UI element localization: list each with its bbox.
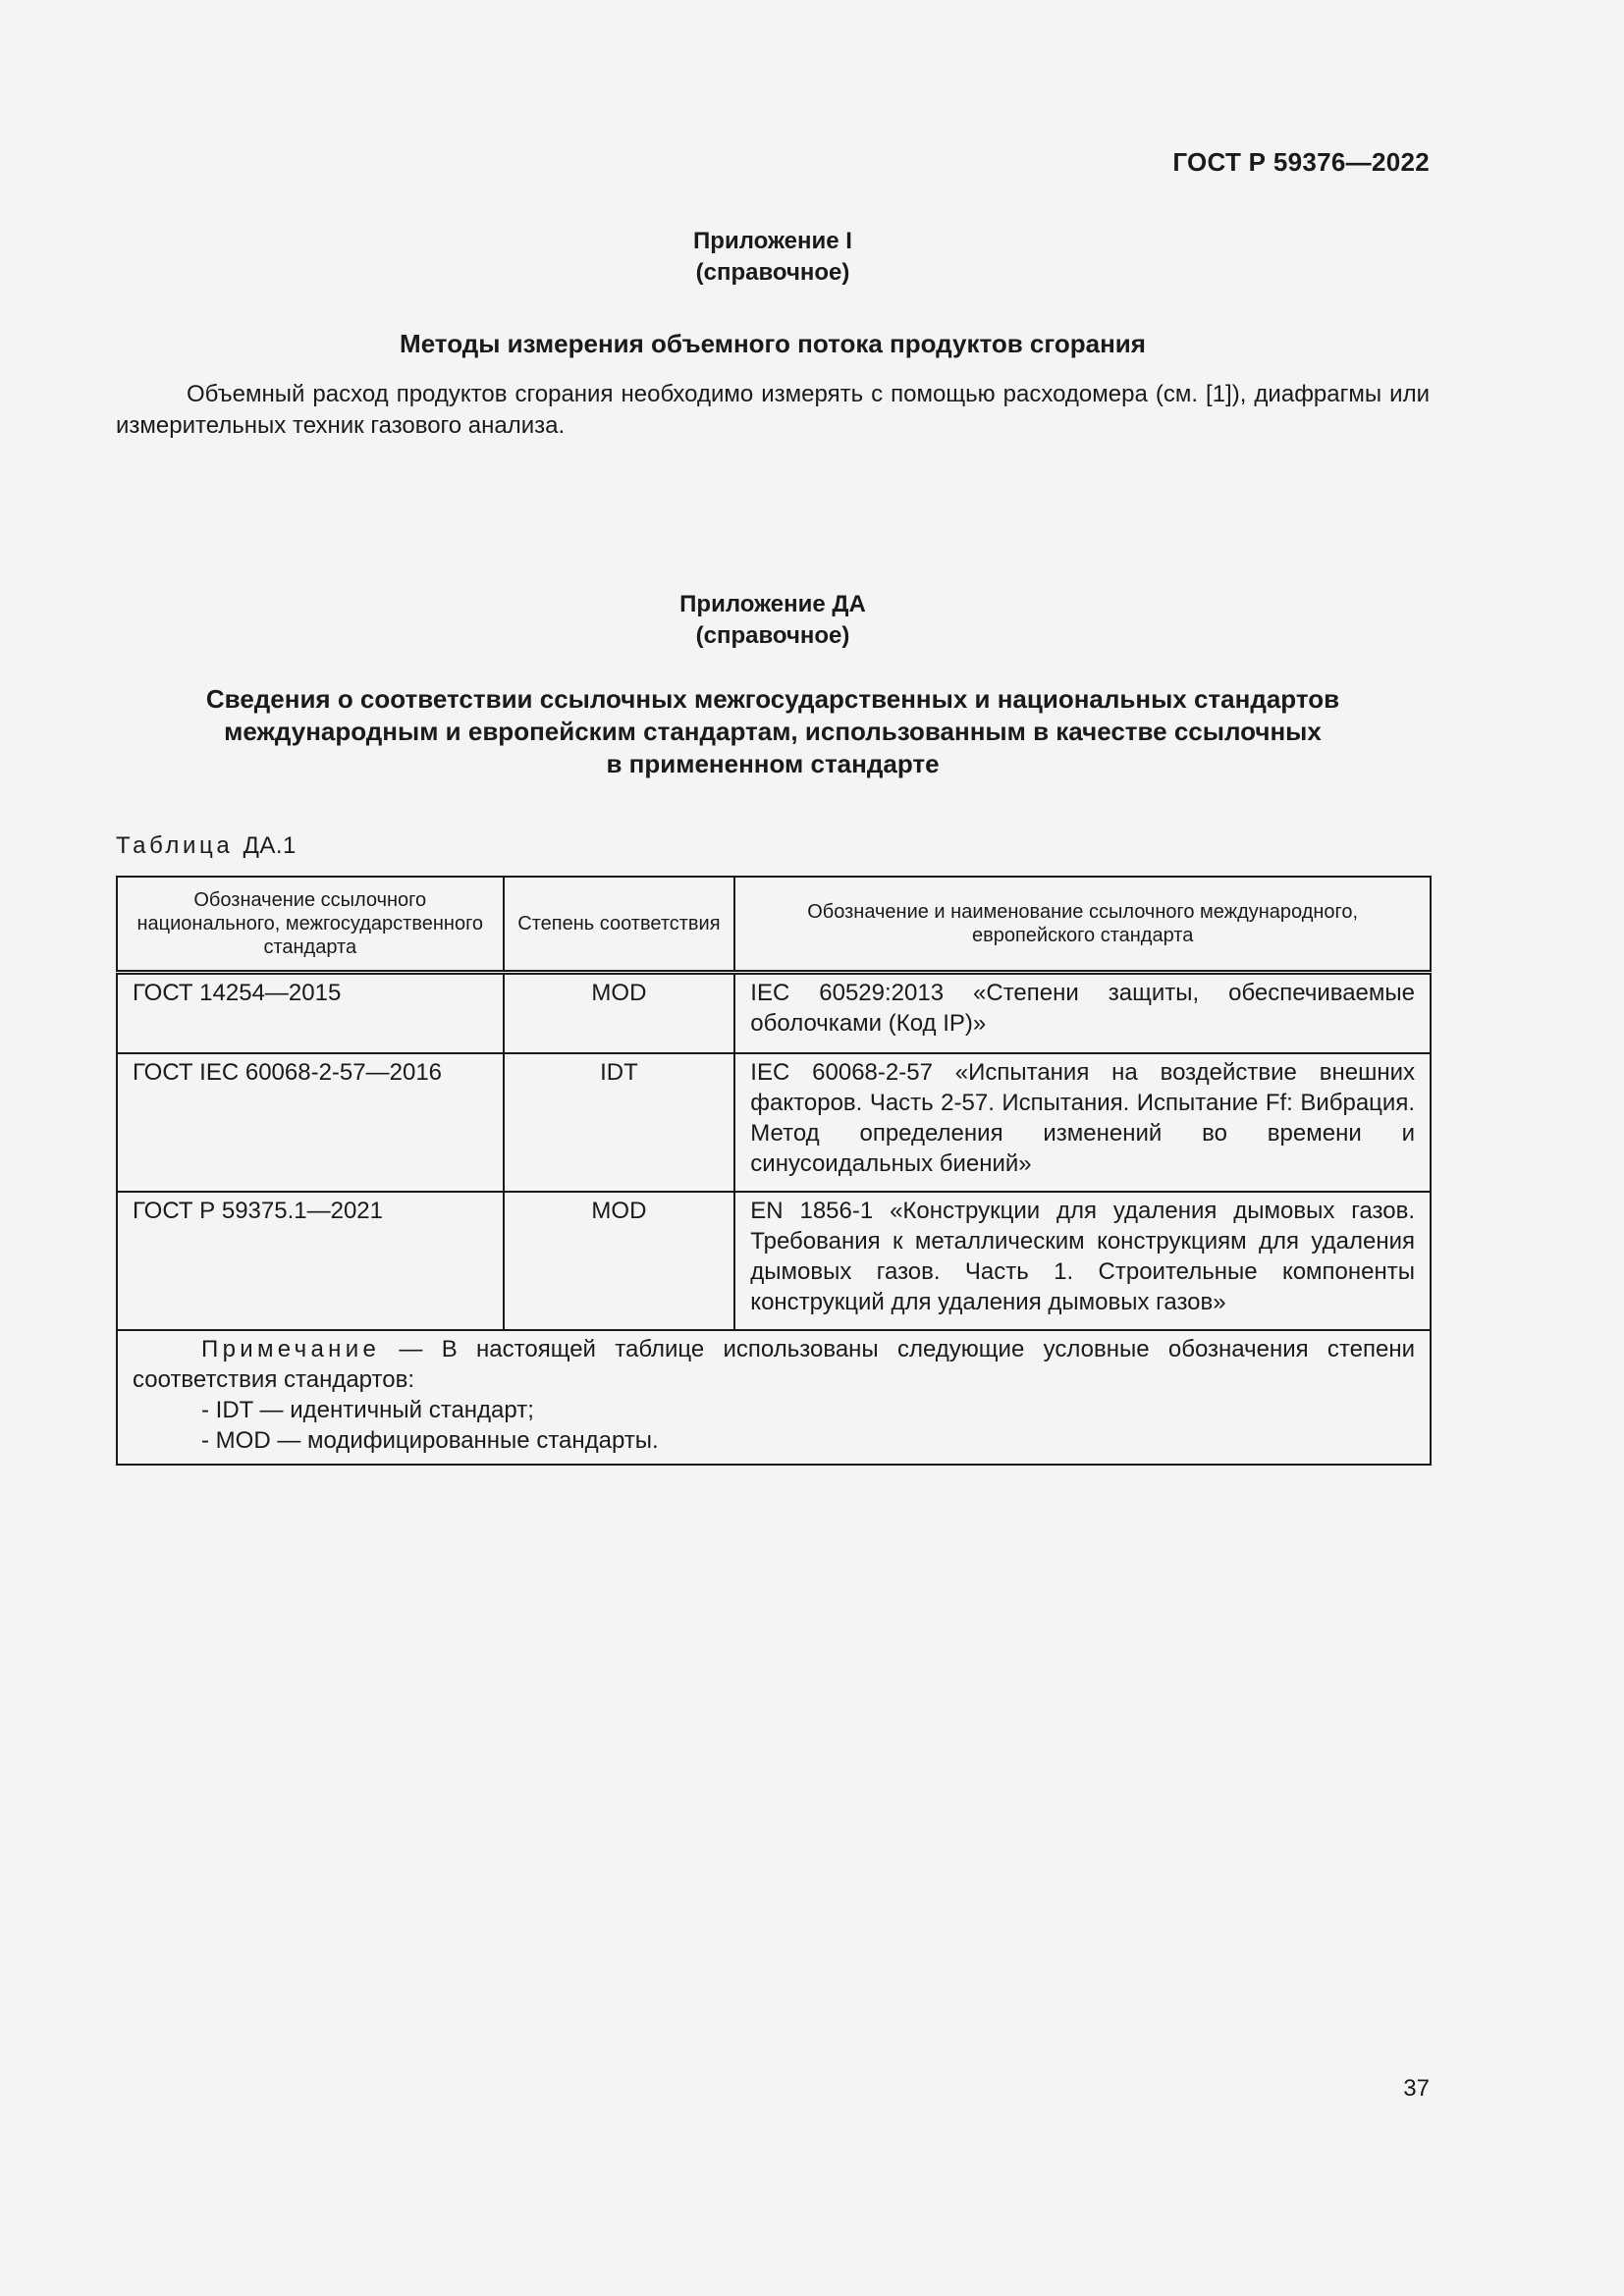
table-row — [117, 1053, 1431, 1192]
annex-da — [116, 589, 1430, 780]
annex-i-paragraph: Объемный расход продуктов сгорания необходимо измерять с помощью расходомера (см. [1]), диафрагмы или измерительных техник газового анализа. — [116, 381, 1430, 439]
annex-i — [116, 226, 1430, 360]
annex-da-heading-line: Сведения о соответствии ссылочных межгосударственных и национальных стандартов — [205, 684, 1340, 714]
table-row — [117, 973, 1431, 1054]
annex-i-heading: Методы измерения объемного потока продуктов сгорания — [400, 329, 1146, 358]
table-note-row — [117, 1330, 1431, 1465]
note-text — [133, 1334, 1415, 1395]
note-dash: — — [380, 1336, 442, 1362]
note-body: В настоящей таблице использованы следующие условные обозначения степени соответствия стандартов: — [133, 1336, 1415, 1393]
cell-international-standard: IEC 60529:2013 «Степени защиты, обеспечиваемые оболочками (Код IP)» — [734, 973, 1431, 1054]
cell-national-standard: ГОСТ IEC 60068-2-57—2016 — [117, 1053, 504, 1192]
table-note — [117, 1330, 1431, 1465]
header-national-standard: Обозначение ссылочного национального, межгосударственного стандарта — [117, 877, 504, 973]
table-caption — [116, 832, 297, 860]
table-row — [117, 1192, 1431, 1330]
cell-international-standard: EN 1856-1 «Конструкции для удаления дымовых газов. Требования к металлическим конструкциям для удаления дымовых газов. Часть 1. Строительные компоненты конструкций для удаления дымовых газов» — [734, 1192, 1431, 1330]
page-number: 37 — [1403, 2075, 1430, 2102]
document-code: ГОСТ Р 59376—2022 — [1172, 147, 1430, 177]
annex-i-kind: (справочное) — [695, 259, 850, 286]
note-item: - IDT — идентичный стандарт; — [201, 1397, 534, 1423]
annex-da-kind: (справочное) — [695, 622, 850, 649]
cell-national-standard: ГОСТ 14254—2015 — [117, 973, 504, 1054]
note-item: - MOD — модифицированные стандарты. — [201, 1427, 659, 1454]
header-degree: Степень соответствия — [504, 877, 735, 973]
standards-table — [116, 876, 1432, 1466]
annex-da-heading — [116, 683, 1430, 780]
annex-da-heading-line: в примененном стандарте — [606, 749, 940, 778]
cell-degree: MOD — [504, 973, 735, 1054]
annex-i-label: Приложение I — [693, 228, 852, 254]
header-international-standard: Обозначение и наименование ссылочного международного, европейского стандарта — [734, 877, 1431, 973]
table-header-row — [117, 877, 1431, 973]
note-label: Примечание — [201, 1336, 381, 1362]
cell-degree: IDT — [504, 1053, 735, 1192]
cell-degree: MOD — [504, 1192, 735, 1330]
annex-da-label: Приложение ДА — [679, 591, 866, 617]
cell-international-standard: IEC 60068-2-57 «Испытания на воздействие внешних факторов. Часть 2-57. Испытания. Испытание Ff: Вибрация. Метод определения изменений во времени и синусоидальных биений» — [734, 1053, 1431, 1192]
annex-da-heading-line: международным и европейским стандартам, использованным в качестве ссылочных — [224, 717, 1322, 746]
cell-national-standard: ГОСТ Р 59375.1—2021 — [117, 1192, 504, 1330]
table-caption-word: Таблица — [116, 832, 234, 859]
table-caption-number: ДА.1 — [243, 832, 297, 859]
